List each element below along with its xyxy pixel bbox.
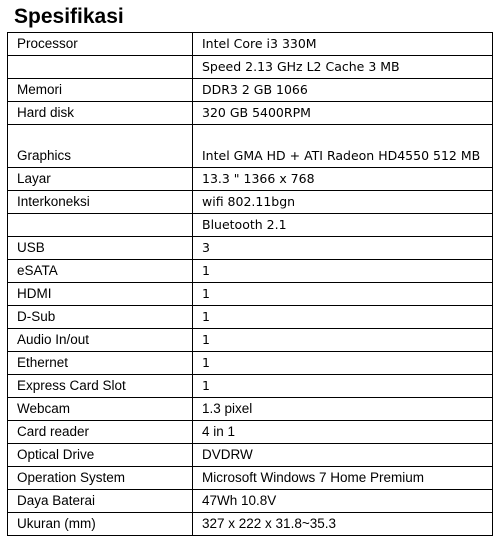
row-value: DDR3 2 GB 1066 xyxy=(193,79,493,102)
row-value: 1 xyxy=(193,375,493,398)
row-value: 4 in 1 xyxy=(193,421,493,444)
row-value: 320 GB 5400RPM xyxy=(193,102,493,125)
spec-table xyxy=(7,32,493,536)
row-value: Bluetooth 2.1 xyxy=(193,214,493,237)
table-row xyxy=(8,214,493,237)
row-value: 1 xyxy=(193,260,493,283)
table-row xyxy=(8,375,493,398)
row-label: Optical Drive xyxy=(8,444,193,467)
row-value: 327 x 222 x 31.8~35.3 xyxy=(193,513,493,536)
table-row xyxy=(8,33,493,56)
row-label: Ukuran (mm) xyxy=(8,513,193,536)
table-row xyxy=(8,79,493,102)
row-label: Processor xyxy=(8,33,193,56)
row-value: wifi 802.11bgn xyxy=(193,191,493,214)
page-title: Spesifikasi xyxy=(14,5,124,28)
row-label: USB xyxy=(8,237,193,260)
row-label: Memori xyxy=(8,79,193,102)
row-value: 1 xyxy=(193,352,493,375)
row-label: Hard disk xyxy=(8,102,193,125)
row-value: Speed 2.13 GHz L2 Cache 3 MB xyxy=(193,56,493,79)
row-label: Webcam xyxy=(8,398,193,421)
row-label: HDMI xyxy=(8,283,193,306)
row-value: 1 xyxy=(193,329,493,352)
row-label xyxy=(8,214,193,237)
table-row xyxy=(8,191,493,214)
table-row xyxy=(8,125,493,168)
table-row xyxy=(8,490,493,513)
row-label: Audio In/out xyxy=(8,329,193,352)
row-label: Ethernet xyxy=(8,352,193,375)
row-label: Daya Baterai xyxy=(8,490,193,513)
row-value: 3 xyxy=(193,237,493,260)
row-value: 1 xyxy=(193,283,493,306)
row-value: DVDRW xyxy=(193,444,493,467)
row-label: Graphics xyxy=(8,125,193,168)
table-row xyxy=(8,306,493,329)
row-label: Operation System xyxy=(8,467,193,490)
row-value: Intel GMA HD + ATI Radeon HD4550 512 MB xyxy=(193,125,493,168)
row-label: Card reader xyxy=(8,421,193,444)
table-row xyxy=(8,467,493,490)
row-label: Express Card Slot xyxy=(8,375,193,398)
row-value: 47Wh 10.8V xyxy=(193,490,493,513)
row-label: Interkoneksi xyxy=(8,191,193,214)
table-row xyxy=(8,421,493,444)
table-row xyxy=(8,56,493,79)
row-label xyxy=(8,56,193,79)
table-row xyxy=(8,444,493,467)
table-row xyxy=(8,352,493,375)
table-row xyxy=(8,168,493,191)
table-row xyxy=(8,398,493,421)
row-value: 13.3 " 1366 x 768 xyxy=(193,168,493,191)
table-row xyxy=(8,102,493,125)
row-value: Microsoft Windows 7 Home Premium xyxy=(193,467,493,490)
row-label: D-Sub xyxy=(8,306,193,329)
table-row xyxy=(8,283,493,306)
row-label: eSATA xyxy=(8,260,193,283)
row-value: 1.3 pixel xyxy=(193,398,493,421)
row-value: 1 xyxy=(193,306,493,329)
table-row xyxy=(8,513,493,536)
table-row xyxy=(8,237,493,260)
row-label: Layar xyxy=(8,168,193,191)
row-value: Intel Core i3 330M xyxy=(193,33,493,56)
table-row xyxy=(8,260,493,283)
table-row xyxy=(8,329,493,352)
